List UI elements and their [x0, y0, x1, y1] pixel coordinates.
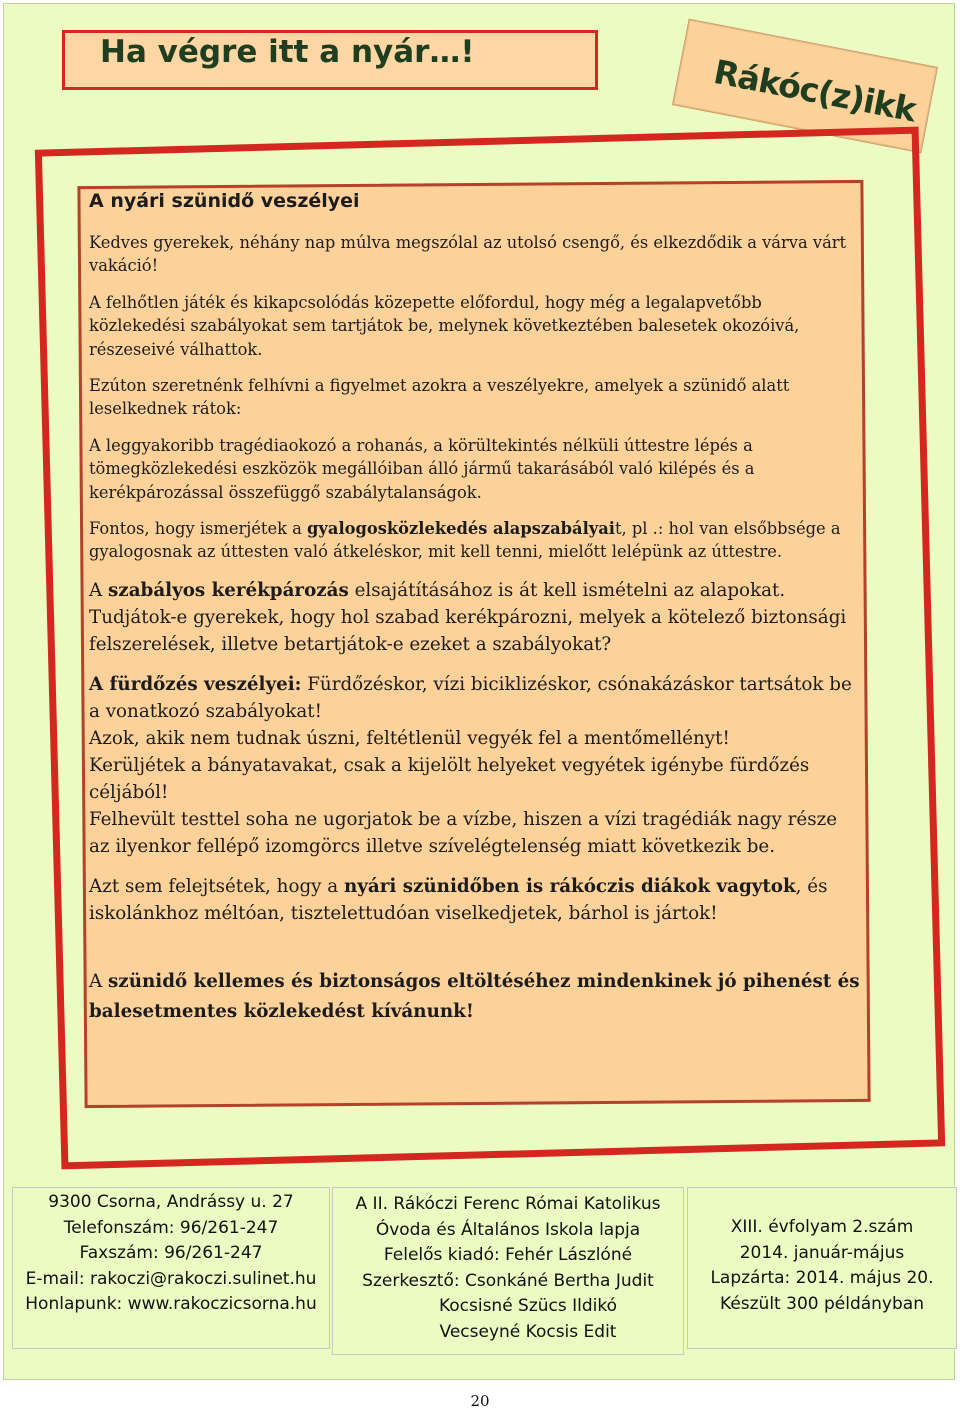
paragraph-cycling: [89, 577, 861, 658]
paragraph-pedestrian: [89, 517, 861, 564]
bold-run: A fürdőzés veszélyei:: [89, 673, 302, 695]
text-run: A: [89, 579, 109, 601]
paragraph-cramps: Felhevült testtel soha ne ugorjatok be a vízbe, hiszen a vízi tragédiák nagy része az ilyenkor fellépő izomgörcs illetve szívelégtelenség miatt következik be.: [89, 808, 838, 857]
text-run: A: [89, 970, 109, 992]
publisher-line: Kocsisné Szücs Ildikó: [438, 1296, 618, 1316]
paragraph-intro: Kedves gyerekek, néhány nap múlva megszólal az utolsó csengő, és elkezdődik a várva várt vakáció!: [89, 233, 847, 276]
publisher-box: [332, 1187, 684, 1355]
article-heading: A nyári szünidő veszélyei: [89, 190, 360, 212]
email: E-mail: rakoczi@rakoczi.sulinet.hu: [25, 1268, 317, 1289]
paragraph-behaviour: [89, 873, 861, 927]
issue-deadline: Lapzárta: 2014. május 20.: [710, 1268, 934, 1288]
page-number: 20: [470, 1392, 490, 1410]
paragraph-bathing: [89, 671, 861, 725]
bold-run: nyári szünidőben is rákóczis diákok vagytok: [344, 875, 796, 897]
text-run: Fürdőzéskor, vízi biciklizéskor, csónakázáskor tartsátok be a vonatkozó szabályokat!: [89, 673, 852, 722]
bold-run: szabályos kerékpározás: [108, 579, 349, 601]
closing-wish: [89, 967, 861, 1027]
bold-run: szünidő kellemes és biztonságos eltöltéséhez mindenkinek jó pihenést és balesetmentes közlekedést kívánunk!: [89, 970, 860, 1022]
paragraph-warning: A felhőtlen játék és kikapcsolódás közepette előfordul, hogy még a legalapvetőbb közlekedési szabályokat sem tartjátok be, melynek következtében balesetek okozóivá, részeseivé válhattok.: [89, 292, 800, 359]
page-title: Ha végre itt a nyár…!: [100, 34, 475, 70]
paragraph-attention: Ezúton szeretnénk felhívni a figyelmet azokra a veszélyekre, amelyek a szünidő alatt leselkednek rátok:: [89, 376, 790, 419]
paragraph-dangers: A leggyakoribb tragédiaokozó a rohanás, a körültekintés nélküli úttestre lépés a tömegközlekedési eszközök megállóiban álló jármű takarásából való kilépés és a kerékpározással összefüggő szabálytalanságok.: [89, 435, 755, 502]
publisher-line: Szerkesztő: Csonkáné Bertha Judit: [362, 1270, 654, 1291]
text-run: elsajátításához is át kell ismételni az alapokat. Tudjátok-e gyerekek, hogy hol szabad kerékpározni, melyek a kötelező biztonsági felszerelések, illetve betartjátok-e ezeket a szabályokat?: [89, 579, 847, 655]
publisher-line: A II. Rákóczi Ferenc Római Katolikus: [355, 1194, 661, 1214]
text-run: Fontos, hogy ismerjétek a: [89, 519, 308, 539]
publisher-line: Felelős kiadó: Fehér Lászlóné: [383, 1245, 633, 1265]
address: 9300 Csorna, Andrássy u. 27: [48, 1192, 294, 1212]
text-run: t, pl .: hol van elsőbbsége a gyalogosnak az úttesten való átkeléskor, mit kell tenni, mielőtt lelépünk az úttestre.: [89, 519, 841, 562]
publisher-line: Óvoda és Általános Iskola lapja: [375, 1219, 641, 1240]
publication-name: Rákóc(z)ikk: [710, 52, 919, 130]
bold-run: gyalogosközlekedés alapszabályai: [307, 519, 615, 539]
website: Honlapunk: www.rakoczicsorna.hu: [25, 1294, 317, 1314]
issue-copies: Készült 300 példányban: [720, 1293, 924, 1314]
phone: Telefonszám: 96/261-247: [63, 1217, 279, 1238]
paragraph-lakes: Kerüljétek a bányatavakat, csak a kijelölt helyeket vegyétek igénybe fürdőzés céljából!: [89, 754, 810, 803]
text-run: Azt sem felejtsétek, hogy a: [89, 875, 345, 897]
article-content: [89, 190, 861, 1027]
publisher-line: Vecseyné Kocsis Edit: [439, 1321, 617, 1342]
contact-box: [12, 1187, 330, 1349]
paragraph-lifejacket: Azok, akik nem tudnak úszni, feltétlenül vegyék fel a mentőmellényt!: [89, 727, 730, 749]
issue-period: 2014. január-május: [739, 1242, 905, 1263]
text-run: , és iskolánkhoz méltóan, tisztelettudóan viselkedjetek, bárhol is jártok!: [89, 875, 828, 924]
issue-volume: XIII. évfolyam 2.szám: [730, 1217, 914, 1237]
issue-box: [687, 1187, 957, 1349]
fax: Faxszám: 96/261-247: [79, 1243, 263, 1263]
